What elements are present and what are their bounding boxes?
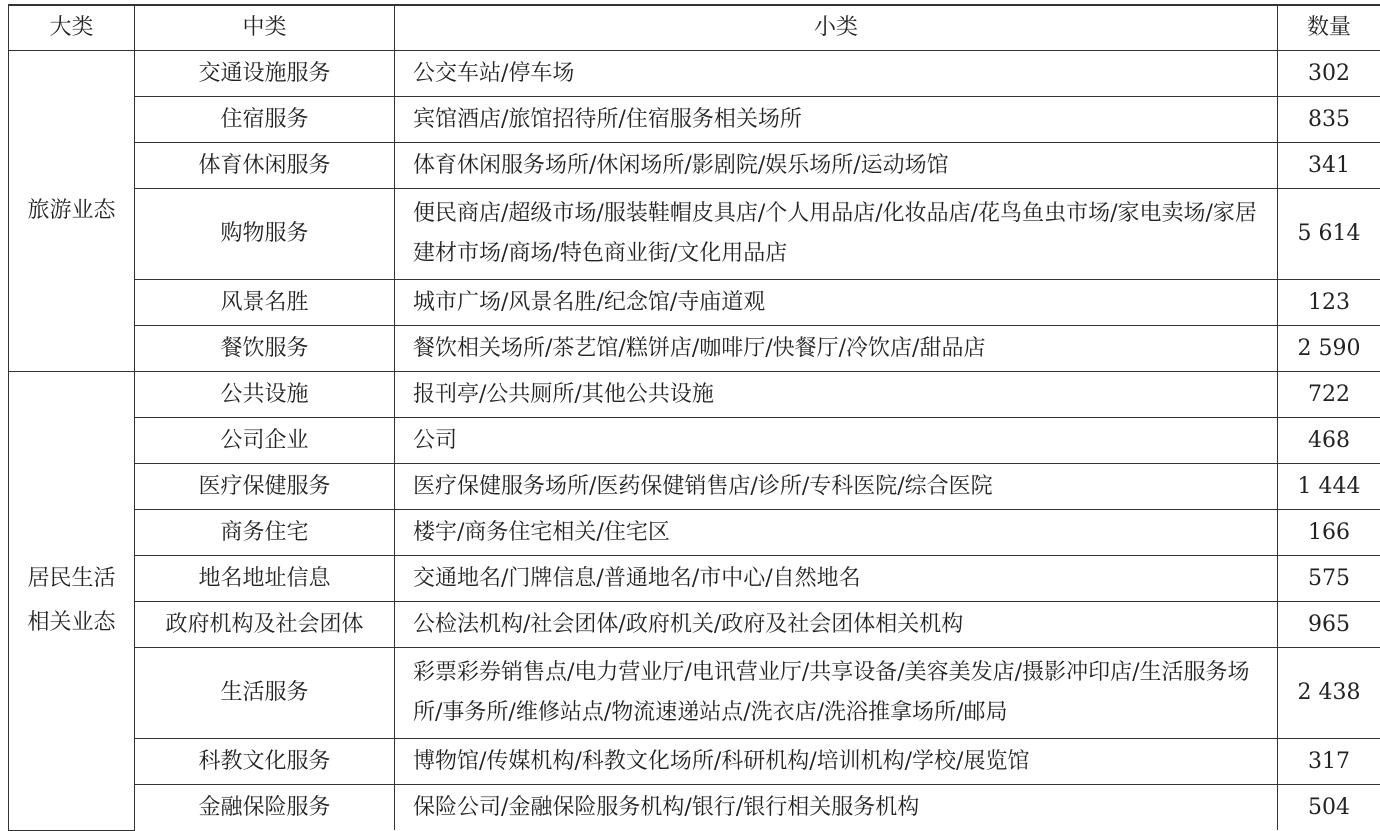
minor-category: 保险公司/金融保险服务机构/银行/银行相关服务机构 — [395, 785, 1278, 831]
mid-category: 餐饮服务 — [135, 326, 395, 372]
major-category-tourism: 旅游业态 — [9, 51, 135, 372]
minor-category: 公交车站/停车场 — [395, 51, 1278, 97]
minor-category: 交通地名/门牌信息/普通地名/市中心/自然地名 — [395, 556, 1278, 602]
minor-category: 医疗保健服务场所/医药保健销售店/诊所/专科医院/综合医院 — [395, 464, 1278, 510]
table-row — [9, 785, 1380, 831]
major-category-label: 居民生活相关业态 — [27, 566, 115, 635]
count-value: 722 — [1278, 372, 1380, 418]
count-value: 575 — [1278, 556, 1380, 602]
table-row — [9, 372, 1380, 418]
count-value: 302 — [1278, 51, 1380, 97]
table-row — [9, 464, 1380, 510]
table-row — [9, 510, 1380, 556]
count-value: 317 — [1278, 739, 1380, 785]
poi-category-table — [8, 4, 1380, 831]
minor-category: 博物馆/传媒机构/科教文化场所/科研机构/培训机构/学校/展览馆 — [395, 739, 1278, 785]
mid-category: 公共设施 — [135, 372, 395, 418]
table-row — [9, 418, 1380, 464]
table-row — [9, 189, 1380, 280]
mid-category: 科教文化服务 — [135, 739, 395, 785]
minor-category: 公检法机构/社会团体/政府机关/政府及社会团体相关机构 — [395, 602, 1278, 648]
count-value: 123 — [1278, 280, 1380, 326]
mid-category: 政府机构及社会团体 — [135, 602, 395, 648]
count-value: 166 — [1278, 510, 1380, 556]
table-row — [9, 143, 1380, 189]
count-value: 2 590 — [1278, 326, 1380, 372]
table-row — [9, 97, 1380, 143]
table-row — [9, 51, 1380, 97]
minor-category: 宾馆酒店/旅馆招待所/住宿服务相关场所 — [395, 97, 1278, 143]
table-header-row — [9, 5, 1380, 51]
count-value: 468 — [1278, 418, 1380, 464]
count-value: 835 — [1278, 97, 1380, 143]
table-row — [9, 739, 1380, 785]
minor-category: 彩票彩券销售点/电力营业厅/电讯营业厅/共享设备/美容美发店/摄影冲印店/生活服务场所/事务所/维修站点/物流速递站点/洗衣店/洗浴推拿场所/邮局 — [395, 648, 1278, 739]
count-value: 504 — [1278, 785, 1380, 831]
count-value: 965 — [1278, 602, 1380, 648]
minor-category: 楼宇/商务住宅相关/住宅区 — [395, 510, 1278, 556]
mid-category: 生活服务 — [135, 648, 395, 739]
major-category-residential — [9, 372, 135, 831]
count-value: 2 438 — [1278, 648, 1380, 739]
count-value: 1 444 — [1278, 464, 1380, 510]
mid-category: 公司企业 — [135, 418, 395, 464]
mid-category: 医疗保健服务 — [135, 464, 395, 510]
header-mid-category: 中类 — [135, 5, 395, 51]
header-major-category: 大类 — [9, 5, 135, 51]
mid-category: 交通设施服务 — [135, 51, 395, 97]
mid-category: 风景名胜 — [135, 280, 395, 326]
minor-category: 便民商店/超级市场/服装鞋帽皮具店/个人用品店/化妆品店/花鸟鱼虫市场/家电卖场/家居建材市场/商场/特色商业街/文化用品店 — [395, 189, 1278, 280]
minor-category: 体育休闲服务场所/休闲场所/影剧院/娱乐场所/运动场馆 — [395, 143, 1278, 189]
minor-category: 城市广场/风景名胜/纪念馆/寺庙道观 — [395, 280, 1278, 326]
header-minor-category: 小类 — [395, 5, 1278, 51]
mid-category: 商务住宅 — [135, 510, 395, 556]
table-row — [9, 280, 1380, 326]
table-row — [9, 648, 1380, 739]
table-row — [9, 326, 1380, 372]
count-value: 5 614 — [1278, 189, 1380, 280]
mid-category: 购物服务 — [135, 189, 395, 280]
header-count: 数量 — [1278, 5, 1380, 51]
mid-category: 住宿服务 — [135, 97, 395, 143]
table-row — [9, 602, 1380, 648]
minor-category: 报刊亭/公共厕所/其他公共设施 — [395, 372, 1278, 418]
mid-category: 体育休闲服务 — [135, 143, 395, 189]
mid-category: 金融保险服务 — [135, 785, 395, 831]
minor-category: 公司 — [395, 418, 1278, 464]
count-value: 341 — [1278, 143, 1380, 189]
table-row — [9, 556, 1380, 602]
minor-category: 餐饮相关场所/茶艺馆/糕饼店/咖啡厅/快餐厅/冷饮店/甜品店 — [395, 326, 1278, 372]
mid-category: 地名地址信息 — [135, 556, 395, 602]
